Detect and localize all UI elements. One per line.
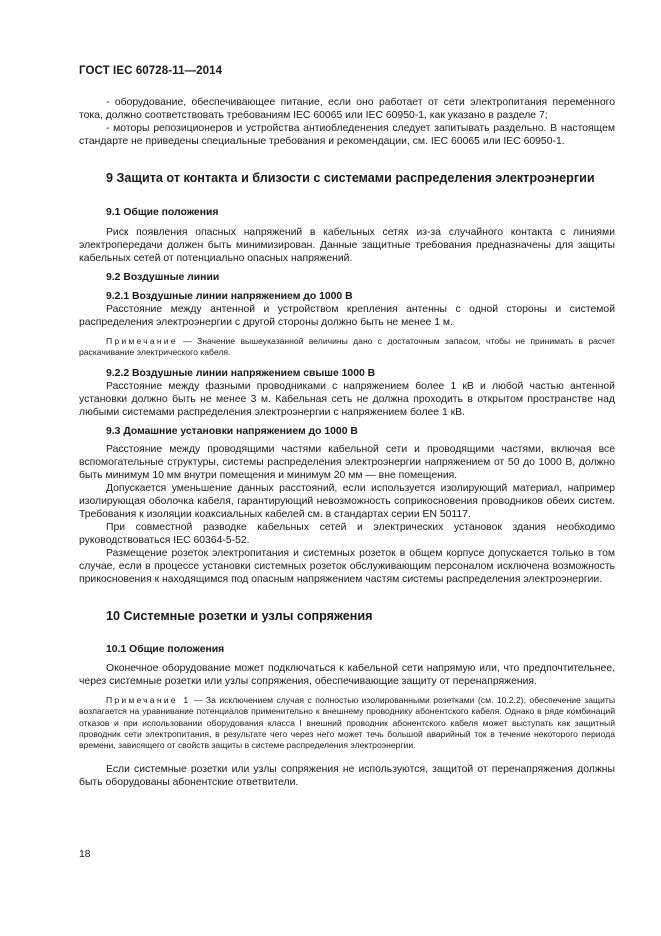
final-paragraph: Если системные розетки или узлы сопряжения не используются, защитой от перенапряжения должны быть оборудованы абонентские ответвители. xyxy=(79,763,615,788)
subsection-9-2-1-text: Расстояние между антенной и устройством крепления антенны с одной стороны и системой распределения электроэнергии с другой стороны должно быть не менее 1 м. xyxy=(79,303,615,328)
note-label: Примечание 1 xyxy=(106,694,191,705)
note-label: Примечание xyxy=(106,335,178,346)
subsection-9-3-paragraph: Расстояние между проводящими частями кабельной сети и проводящими частями, включая все вспомогательные структуры, системы распределения электроэнергии напряжением от 50 до 1000 В, должно быть минимум 10 мм внутри помещения и минимум 20 мм — вне помещения. xyxy=(79,444,615,482)
subsection-9-1-title: 9.1 Общие положения xyxy=(106,206,219,218)
subsection-9-3-paragraph: При совместной разводке кабельных сетей и электрических установок здания необходимо руководствоваться IEC 60364-5-52. xyxy=(79,522,615,547)
subsection-10-1-text: Оконечное оборудование может подключаться к кабельной сети напрямую или, что предпочтительнее, через системные розетки или узлы сопряжения, обеспечивающие защиту от перенапряжения. xyxy=(79,662,615,687)
subsection-10-1-title: 10.1 Общие положения xyxy=(106,643,225,655)
standard-header: ГОСТ IEC 60728-11—2014 xyxy=(79,65,223,77)
section-10-title: 10 Системные розетки и узлы сопряжения xyxy=(106,609,373,624)
note-text: — Значение вышеуказанной величины дано с достаточным запасом, чтобы не принимать в расчет раскачивание электрического кабеля. xyxy=(79,335,615,357)
subsection-9-1-text: Риск появления опасных напряжений в кабельных сетях из-за случайного контакта с линиями электропередачи должен быть минимизирован. Данные защитные требования предназначены для защиты кабельных сетей от потенциально опасных напряжений. xyxy=(79,226,615,264)
note-9-2-1 xyxy=(79,336,615,359)
page-content xyxy=(79,96,615,789)
subsection-9-3-title: 9.3 Домашние установки напряжением до 1000 В xyxy=(106,426,358,438)
section-9-title: 9 Защита от контакта и близости с системами распределения электроэнергии xyxy=(106,171,595,185)
subsection-9-2-2-text: Расстояние между фазными проводниками с напряжением более 1 кВ и любой частью антенной установки должно быть не менее 3 м. Кабельная сеть не должна проходить в открытом пространстве над любыми системами распределения электроэнергии с напряжением более 1 кВ. xyxy=(79,381,615,419)
subsection-9-3-paragraph: Размещение розеток электропитания и системных розеток в общем корпусе допускается только в том случае, если в процессе установки системных розеток обслуживающим персоналом исключена возможность прикосновения к находящимся под опасным напряжением частям системы распределения электроэнергии. xyxy=(79,548,615,586)
note-10-1 xyxy=(79,695,615,752)
subsection-9-2-1-title: 9.2.1 Воздушные линии напряжением до 1000 В xyxy=(106,290,353,302)
subsection-9-2-2-title: 9.2.2 Воздушные линии напряжением свыше 1000 В xyxy=(106,368,376,380)
note-text: — За исключением случая с полностью изолированными розетками (см. 10.2.2), обеспечение защиты возлагается на уравнивание потенциалов применительно к внешнему проводнику абонентского кабеля. Однако в ряде комбинаций отказов и при использовании оборудования класса I внешний проводник абонентского кабеля может выступать как защитный проводник сети электропитания, в результате чего через него может течь большой аварийный ток в течение некоторого периода времени, зависящего от свойств защиты в системе распределения электроэнергии. xyxy=(79,694,616,751)
subsection-9-2-title: 9.2 Воздушные линии xyxy=(106,271,220,283)
intro-paragraph: - оборудование, обеспечивающее питание, если оно работает от сети электропитания переменного тока, должно соответствовать требованиям IEC 60065 или IEC 60950-1, как указано в разделе 7; xyxy=(79,97,615,121)
subsection-9-3-paragraph: Допускается уменьшение данных расстояний, если используется изолирующий материал, например изолирующая оболочка кабеля, гарантирующий невозможность соприкосновения проводников обеих систем. Требования к изоляции коаксиальных кабелей см. в стандартах серии EN 50117. xyxy=(79,483,615,521)
intro-paragraph: - моторы репозиционеров и устройства антиобледенения следует запитывать раздельно. В настоящем стандарте не приведены специальные требования и рекомендации, см. IEC 60065 или IEC 60950-1. xyxy=(79,123,615,147)
page-number: 18 xyxy=(79,849,91,860)
